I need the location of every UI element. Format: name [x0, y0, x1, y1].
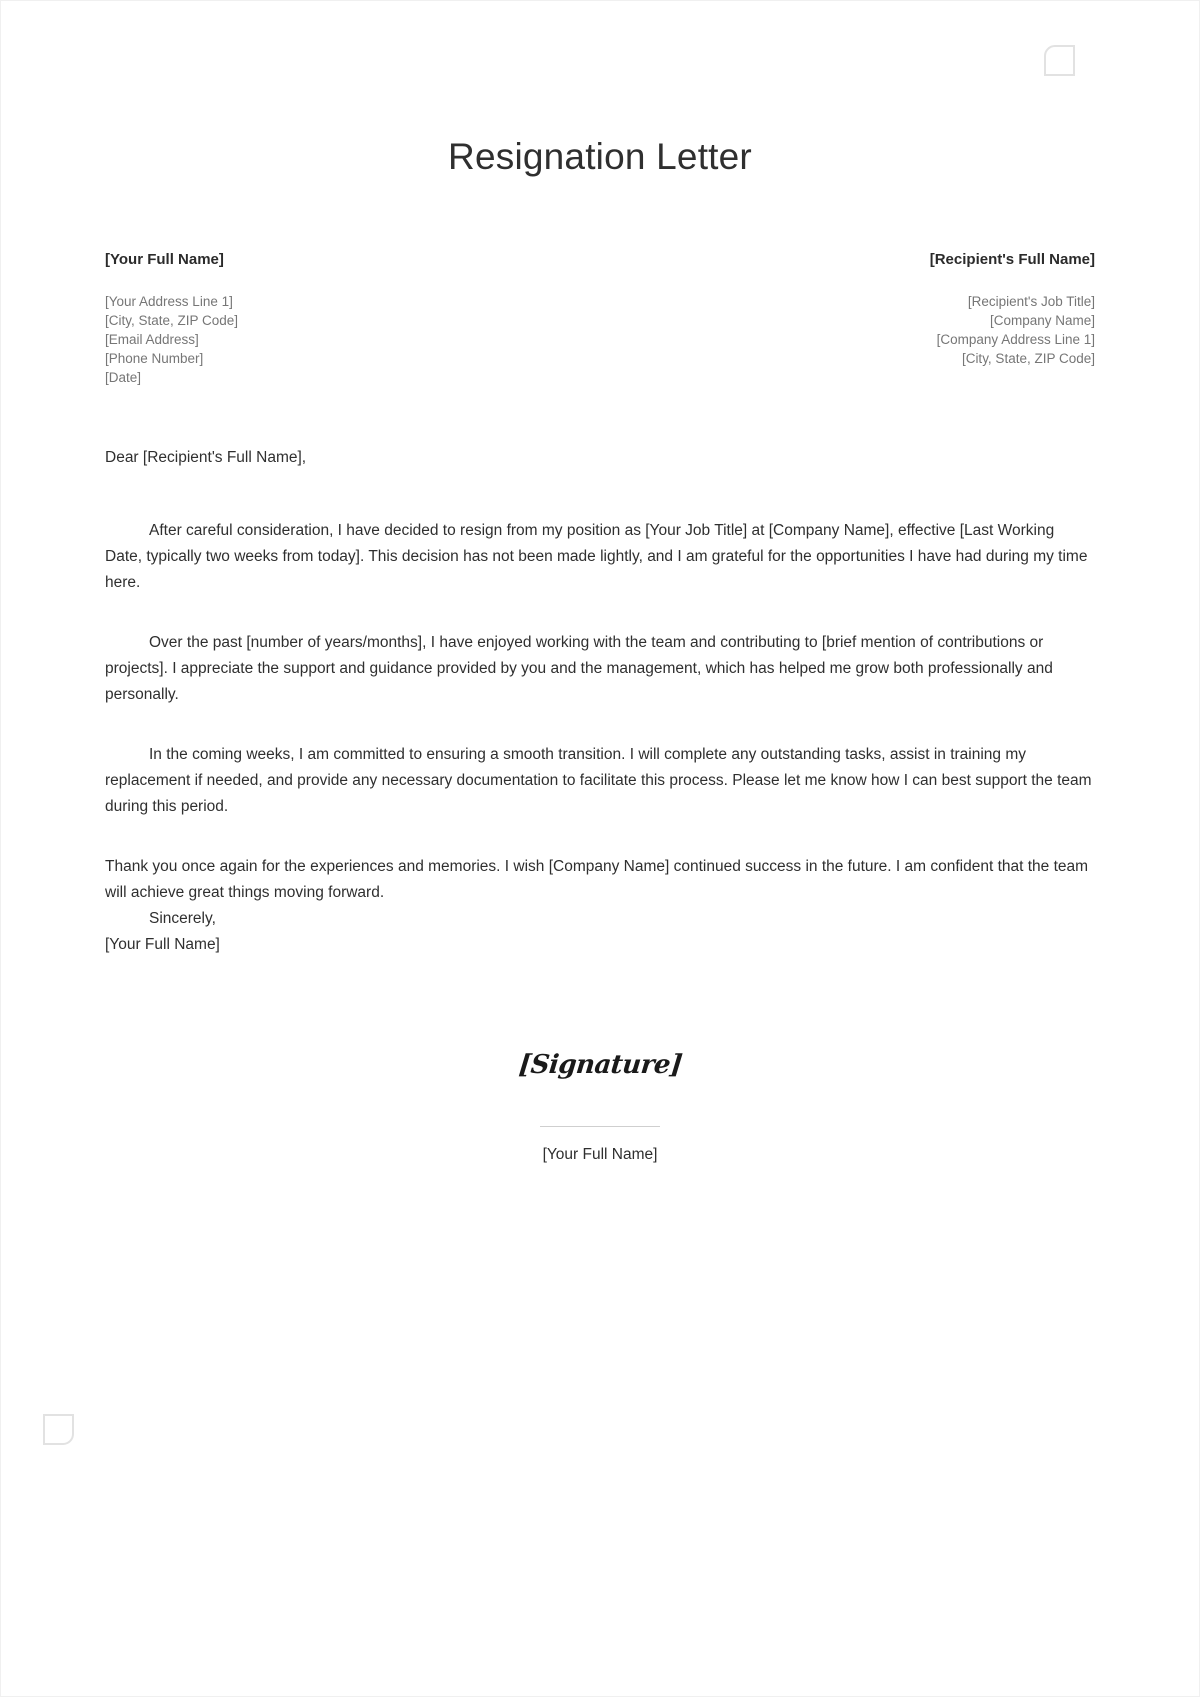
- address-block: [105, 250, 1095, 388]
- recipient-address-line: [Company Name]: [989, 312, 1095, 328]
- body-paragraph-1: After careful consideration, I have decided to resign from my position as [Your Job Title] at [Company Name], effective [Last Working Date, typically two weeks from today]. This decision has not been made lightly, and I am grateful for the opportunities I have had during my time here.: [105, 522, 1088, 592]
- sender-address-line: [Your Address Line 1]: [105, 293, 233, 309]
- body-paragraph-2: Over the past [number of years/months], I have enjoyed working with the team and contributing to [brief mention of contributions or projects]. I appreciate the support and guidance provided by you and the management, which has helped me grow both professionally and personally.: [105, 634, 1053, 704]
- salutation: Dear [Recipient's Full Name],: [105, 448, 307, 466]
- closing-name: [Your Full Name]: [105, 936, 220, 954]
- sender-name: [Your Full Name]: [105, 251, 224, 268]
- signature-line: [540, 1126, 660, 1127]
- document-content: [105, 0, 1095, 1164]
- sender-address-line: [Phone Number]: [105, 351, 204, 367]
- recipient-address-line: [Recipient's Job Title]: [967, 293, 1095, 309]
- recipient-name: [Recipient's Full Name]: [929, 251, 1095, 268]
- recipient-address-line: [City, State, ZIP Code]: [961, 351, 1095, 367]
- signature-area: [105, 1050, 1095, 1164]
- page-title: Resignation Letter: [448, 136, 752, 177]
- signature-script-text: [Signature]: [517, 1050, 683, 1081]
- recipient-address-line: [Company Address Line 1]: [936, 331, 1095, 347]
- sender-address-block: [105, 250, 580, 388]
- sender-address-line: [City, State, ZIP Code]: [105, 312, 239, 328]
- sender-address-line: [Date]: [105, 370, 142, 386]
- closing-salutation: Sincerely,: [149, 910, 216, 928]
- signature-printed-name: [Your Full Name]: [542, 1146, 658, 1164]
- body-paragraph-3: In the coming weeks, I am committed to ensuring a smooth transition. I will complete any outstanding tasks, assist in training my replacement if needed, and provide any necessary documentation to facilitate this process. Please let me know how I can best support the team during this period.: [105, 746, 1092, 816]
- corner-mark-bottom-left-icon: [43, 1414, 74, 1445]
- body-paragraph-4: Thank you once again for the experiences and memories. I wish [Company Name] continued success in the future. I am confident that the team will achieve great things moving forward.: [105, 858, 1089, 902]
- sender-address-line: [Email Address]: [105, 331, 199, 347]
- recipient-address-block: [620, 250, 1095, 388]
- page-edge-left: [0, 0, 1, 1697]
